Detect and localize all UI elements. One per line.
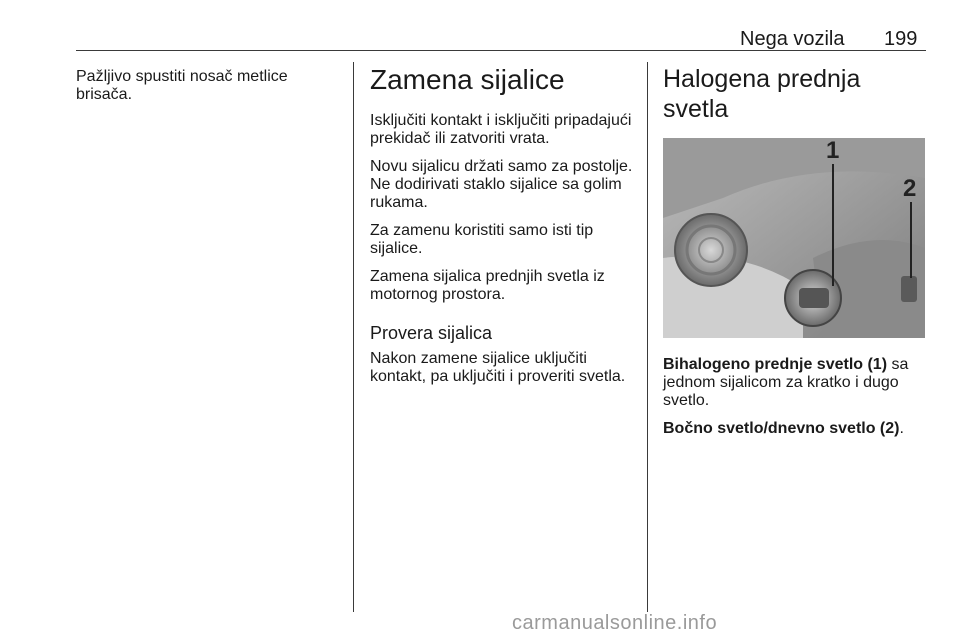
page-number: 199 <box>884 28 918 50</box>
paragraph-1: Isključiti kontakt i isključiti pripadajući prekidač ili zatvoriti vrata. <box>370 112 632 147</box>
subsection-title-bulb-check: Provera sijalica <box>370 323 493 343</box>
column-divider-1 <box>353 62 354 612</box>
left-column <box>76 68 331 114</box>
paragraph-4: Zamena sijalica prednjih svetla iz motornog prostora. <box>370 268 605 303</box>
column-divider-2 <box>647 62 648 612</box>
wiper-text: Pažljivo spustiti nosač metlice brisača. <box>76 68 288 103</box>
item-bihalogen-headlight <box>663 356 928 410</box>
middle-column <box>370 64 640 396</box>
headlight-photo <box>663 138 925 338</box>
section-title-halogen-headlights: Halogena prednja svetla <box>663 65 861 123</box>
paragraph-2: Novu sijalicu držati samo za postolje. Ne dodirivati staklo sijalice sa golim rukama. <box>370 158 633 211</box>
figure-label-2: 2 <box>903 175 917 202</box>
header-rule <box>76 50 926 51</box>
page-header-section: Nega vozila <box>740 28 845 50</box>
item1-bold: Bihalogeno prednje svetlo (1) <box>663 356 888 373</box>
item2-rest: . <box>899 420 904 437</box>
item1-rest: sa jednom sijalicom za kratko i dugo svetlo. <box>663 356 909 409</box>
watermark-text: carmanualsonline.info <box>512 612 718 634</box>
right-column <box>663 64 928 448</box>
item-side-daytime-light <box>663 420 928 438</box>
figure-label-1: 1 <box>826 138 840 164</box>
item2-bold: Bočno svetlo/dnevno svetlo (2) <box>663 420 900 437</box>
section-title-bulb-replacement: Zamena sijalice <box>370 64 565 95</box>
paragraph-5: Nakon zamene sijalice uključiti kontakt, pa uključiti i proveriti svetla. <box>370 350 626 385</box>
paragraph-3: Za zamenu koristiti samo isti tip sijalice. <box>370 222 594 257</box>
